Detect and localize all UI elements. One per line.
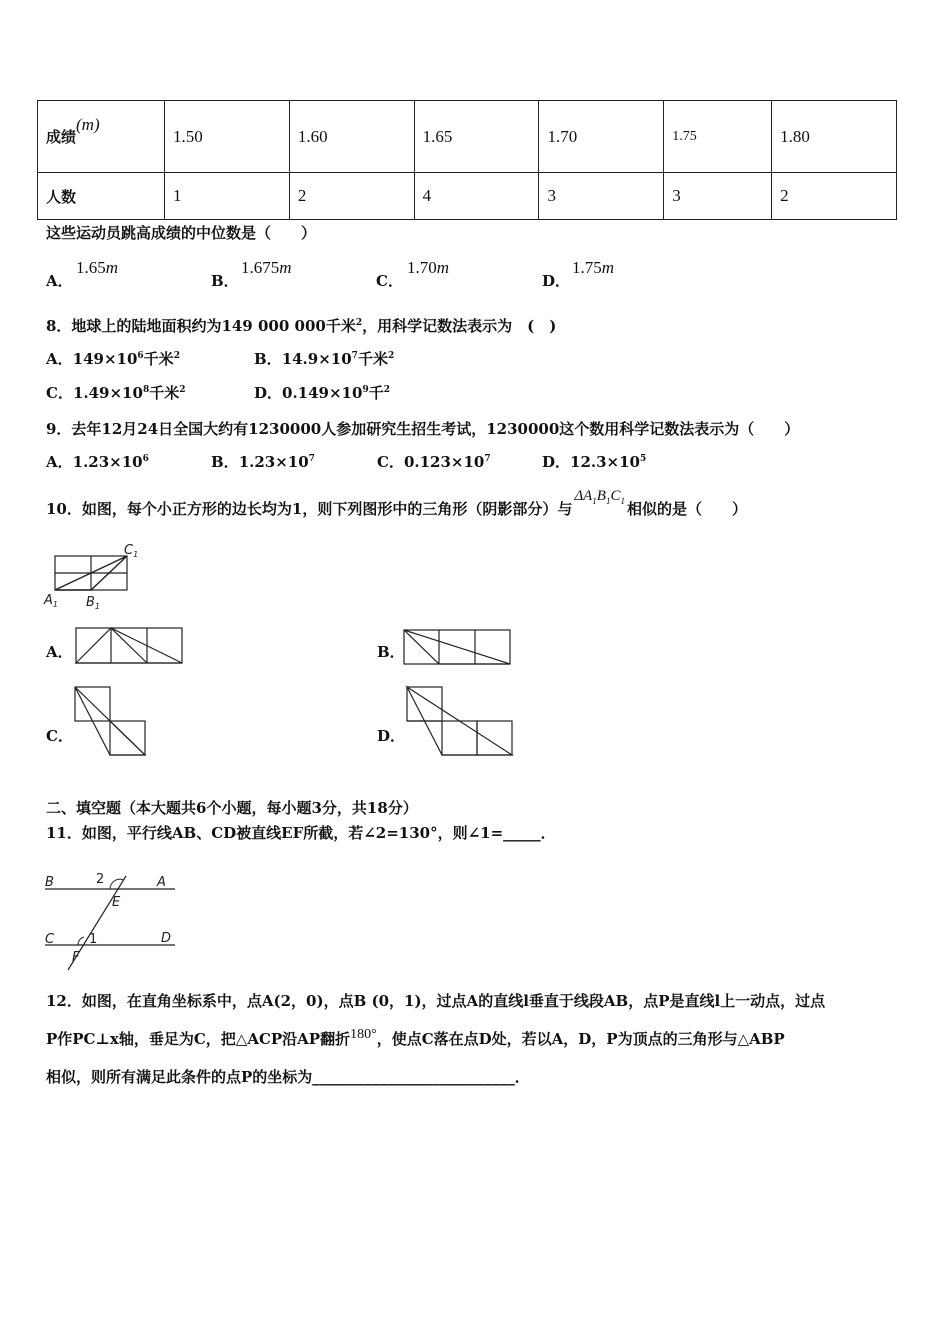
table-row-scores bbox=[38, 101, 897, 173]
q10-triangle-label: $\Delta A_1B_1C_1$ bbox=[574, 488, 625, 506]
table-cell: 2 bbox=[772, 173, 897, 220]
q9-option-c: C．$0.123\times 10^7$ bbox=[377, 453, 491, 471]
q7-option-a-letter: A． bbox=[46, 272, 73, 290]
q12-line-3: 相似，则所有满足此条件的点P的坐标为___________________________． bbox=[46, 1068, 530, 1086]
grid-rect bbox=[477, 721, 512, 755]
label-c1: $C_1$ bbox=[124, 543, 139, 559]
table-cell: 4 bbox=[414, 173, 539, 220]
q10-option-d-letter: D． bbox=[377, 727, 406, 745]
q7-option-c-letter: C． bbox=[376, 272, 403, 290]
label-d: D bbox=[161, 931, 172, 946]
q12-line-1: 12．如图，在直角坐标系中，点A(2，0)，点B (0，1)，过点A的直线l垂直于线段AB，点P是直线l上一动点，过点 bbox=[46, 992, 826, 1010]
q9-option-b: B．$1.23\times 10^7$ bbox=[211, 453, 315, 471]
label-c: C bbox=[45, 932, 55, 947]
q10-stem: 10．如图，每个小正方形的边长均为1，则下列图形中的三角形（阴影部分）与$\Delta A_1B_1C_1$ 相似的是（ ） bbox=[46, 488, 747, 518]
table-cell: 1.60 bbox=[289, 101, 414, 173]
q8-option-b: B．$14.9\times 10^7$千米$^2$ bbox=[254, 350, 395, 368]
table-row-counts bbox=[38, 173, 897, 220]
table-cell: 3 bbox=[664, 173, 772, 220]
q8-option-a: A．$149\times 10^6$千米$^2$ bbox=[46, 350, 180, 368]
label-angle-1: 1 bbox=[89, 932, 98, 947]
table-header-count: 人数 bbox=[38, 173, 165, 220]
q10-option-c-letter: C． bbox=[46, 727, 73, 745]
q7-option-d-letter: D． bbox=[542, 272, 571, 290]
table-cell: 1 bbox=[165, 173, 290, 220]
table-cell: 3 bbox=[539, 173, 664, 220]
q10-option-c-figure bbox=[75, 686, 150, 758]
shaded-triangle bbox=[404, 630, 510, 664]
label-a: A bbox=[157, 875, 166, 890]
q9-option-d: D．$12.3\times 10^5$ bbox=[542, 453, 647, 471]
q9-stem: 9．去年12月24日全国大约有1230000人参加研究生招生考试，1230000这个数用科学记数法表示为（ ） bbox=[46, 420, 800, 438]
table-cell: 1.70 bbox=[539, 101, 664, 173]
q11-stem: 11．如图，平行线AB、CD被直线EF所截，若∠2=130°，则∠1=_____． bbox=[46, 824, 556, 842]
q9-option-a: A．$1.23\times 10^6$ bbox=[46, 453, 149, 471]
q7-option-a-value: 1.65m bbox=[76, 258, 119, 277]
label-b: B bbox=[45, 875, 54, 890]
section2-title: 二、填空题（本大题共6个小题，每小题3分，共18分） bbox=[46, 799, 418, 817]
label-f: F bbox=[72, 950, 80, 965]
q7-options bbox=[46, 258, 846, 292]
q12-line-2: P作PC⊥x轴，垂足为C，把△ACP沿AP翻折180°，使点C落在点D处，若以A，D，P为顶点的三角形与△ABP bbox=[46, 1027, 785, 1048]
table-cell: 2 bbox=[289, 173, 414, 220]
label-a1: $A_1$ bbox=[44, 593, 58, 609]
q10-option-d-figure bbox=[404, 686, 516, 758]
q7-option-b-letter: B． bbox=[211, 272, 239, 290]
angle-2-arc bbox=[110, 879, 124, 889]
label-b1: $B_1$ bbox=[86, 595, 101, 611]
q10-option-a-letter: A． bbox=[46, 643, 73, 661]
score-label: 成绩 bbox=[46, 128, 77, 146]
angle-1-arc bbox=[78, 937, 84, 945]
q8-option-d: D．$0.149\times 10^9$千$^2$ bbox=[254, 384, 390, 402]
q8-option-c: C．$1.49\times 10^8$千米$^2$ bbox=[46, 384, 186, 402]
q7-option-d-value: 1.75m bbox=[572, 258, 615, 277]
q11-figure bbox=[40, 862, 180, 974]
q7-option-b-value: 1.675m bbox=[241, 258, 292, 277]
q7-stem: 这些运动员跳高成绩的中位数是（ ） bbox=[46, 224, 317, 242]
q8-stem: 8．地球上的陆地面积约为149 000 000千米$^2$，用科学记数法表示为 ( ) bbox=[46, 317, 557, 335]
score-unit: (m) bbox=[76, 115, 100, 134]
grid-rect bbox=[407, 687, 442, 721]
table-cell: 1.65 bbox=[414, 101, 539, 173]
q10-reference-figure bbox=[40, 542, 150, 612]
q10-option-a-figure bbox=[76, 627, 186, 667]
table-cell: 1.75 bbox=[664, 101, 772, 173]
table-header-score bbox=[38, 101, 165, 173]
grid-rect bbox=[442, 721, 477, 755]
label-e: E bbox=[112, 895, 121, 910]
q12-angle: 180° bbox=[350, 1027, 377, 1042]
table-cell: 1.50 bbox=[165, 101, 290, 173]
q7-option-c-value: 1.70m bbox=[407, 258, 450, 277]
triangle-line bbox=[110, 721, 145, 755]
table-cell: 1.80 bbox=[772, 101, 897, 173]
label-angle-2: 2 bbox=[96, 872, 105, 887]
q10-option-b-letter: B． bbox=[377, 643, 405, 661]
score-table bbox=[37, 100, 897, 220]
triangle-line bbox=[111, 628, 147, 663]
q10-option-b-figure bbox=[404, 629, 514, 667]
